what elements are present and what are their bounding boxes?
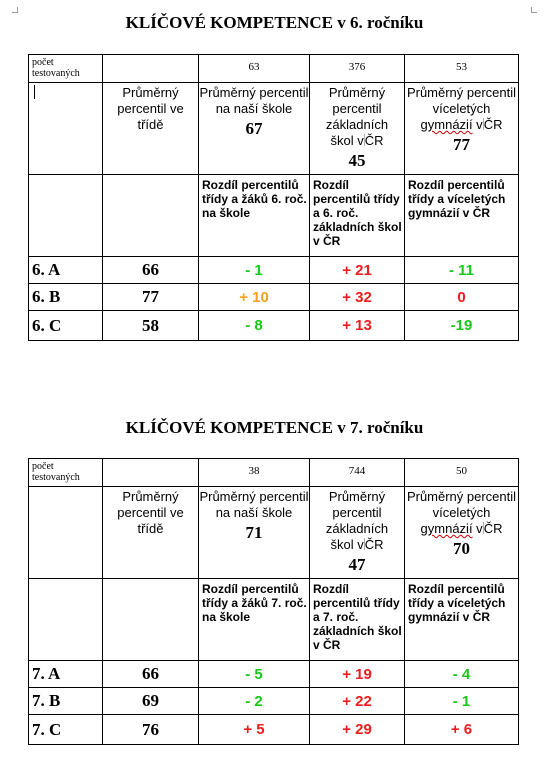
diff-basic-schools-header: Rozdíl percentilů třídy a 6. roč. základních škol v ČR xyxy=(310,175,405,257)
diff-school: - 8 xyxy=(199,311,310,341)
count-label: počet testovaných xyxy=(29,55,103,83)
basic-schools-average-value: 45 xyxy=(348,151,366,170)
diff-gymnasia: - 11 xyxy=(405,257,519,284)
diff-basic-schools: + 32 xyxy=(310,284,405,311)
section-title-6: KLÍČOVÉ KOMPETENCE v 6. ročníku xyxy=(125,13,424,32)
class-average: 58 xyxy=(103,311,199,341)
class-average: 66 xyxy=(103,661,199,688)
table-row xyxy=(29,715,519,745)
diff-basic-schools: + 13 xyxy=(310,311,405,341)
school-average-header: Průměrný percentil na naší škole 67 xyxy=(199,83,310,175)
class-label: 6. A xyxy=(29,257,103,284)
diff-basic-schools-header: Rozdíl percentilů třídy a 7. roč. základních škol v ČR xyxy=(310,579,405,661)
count-school: 38 xyxy=(199,459,310,487)
gymnasia-average-header: Průměrný percentil víceletých gymnázií vČR 70 xyxy=(405,487,519,579)
table-row xyxy=(29,688,519,715)
count-gymnasia: 50 xyxy=(405,459,519,487)
basic-schools-average-value: 47 xyxy=(348,555,366,574)
diff-school-header: Rozdíl percentilů třídy a žáků 6. roč. na škole xyxy=(199,175,310,257)
class-label: 7. B xyxy=(29,688,103,715)
diff-basic-schools: + 19 xyxy=(310,661,405,688)
basic-schools-average-header: Průměrný percentil základních škol vČR 47 xyxy=(310,487,405,579)
class-label: 6. C xyxy=(29,311,103,341)
diff-basic-schools: + 21 xyxy=(310,257,405,284)
count-school: 63 xyxy=(199,55,310,83)
diff-school: + 5 xyxy=(199,715,310,745)
diff-school: - 5 xyxy=(199,661,310,688)
results-table-7 xyxy=(28,458,519,745)
diff-gymnasia-header: Rozdíl percentilů třídy a víceletých gymnázií v ČR xyxy=(405,175,519,257)
class-average: 69 xyxy=(103,688,199,715)
diff-gymnasia: - 1 xyxy=(405,688,519,715)
gymnasia-average-value: 77 xyxy=(453,135,470,154)
diff-gymnasia: - 4 xyxy=(405,661,519,688)
table-row xyxy=(29,257,519,284)
count-gymnasia: 53 xyxy=(405,55,519,83)
school-average-value: 67 xyxy=(245,119,263,138)
count-label: počet testovaných xyxy=(29,459,103,487)
basic-schools-average-header: Průměrný percentil základních škol vČR 45 xyxy=(310,83,405,175)
diff-gymnasia: + 6 xyxy=(405,715,519,745)
gymnasia-average-header: Průměrný percentil víceletých gymnázií vČR 77 xyxy=(405,83,519,175)
diff-basic-schools: + 22 xyxy=(310,688,405,715)
class-average: 66 xyxy=(103,257,199,284)
diff-school: - 1 xyxy=(199,257,310,284)
text-cursor xyxy=(34,85,35,99)
class-average-header: Průměrný percentil ve třídě xyxy=(103,83,199,175)
class-average: 76 xyxy=(103,715,199,745)
table-row xyxy=(29,311,519,341)
diff-gymnasia: -19 xyxy=(405,311,519,341)
results-table-6 xyxy=(28,54,519,341)
section-title-7: KLÍČOVÉ KOMPETENCE v 7. ročníku xyxy=(125,418,424,437)
class-label: 6. B xyxy=(29,284,103,311)
table-row xyxy=(29,284,519,311)
diff-school-header: Rozdíl percentilů třídy a žáků 7. roč. na škole xyxy=(199,579,310,661)
diff-school: + 10 xyxy=(199,284,310,311)
diff-basic-schools: + 29 xyxy=(310,715,405,745)
diff-school: - 2 xyxy=(199,688,310,715)
diff-gymnasia-header: Rozdíl percentilů třídy a víceletých gymnázií v ČR xyxy=(405,579,519,661)
table-row xyxy=(29,661,519,688)
gymnasia-average-value: 70 xyxy=(453,539,470,558)
class-average: 77 xyxy=(103,284,199,311)
count-basic-schools: 744 xyxy=(310,459,405,487)
class-average-header: Průměrný percentil ve třídě xyxy=(103,487,199,579)
school-average-header: Průměrný percentil na naší škole 71 xyxy=(199,487,310,579)
school-average-value: 71 xyxy=(245,523,263,542)
diff-gymnasia: 0 xyxy=(405,284,519,311)
count-basic-schools: 376 xyxy=(310,55,405,83)
class-label: 7. C xyxy=(29,715,103,745)
class-label: 7. A xyxy=(29,661,103,688)
